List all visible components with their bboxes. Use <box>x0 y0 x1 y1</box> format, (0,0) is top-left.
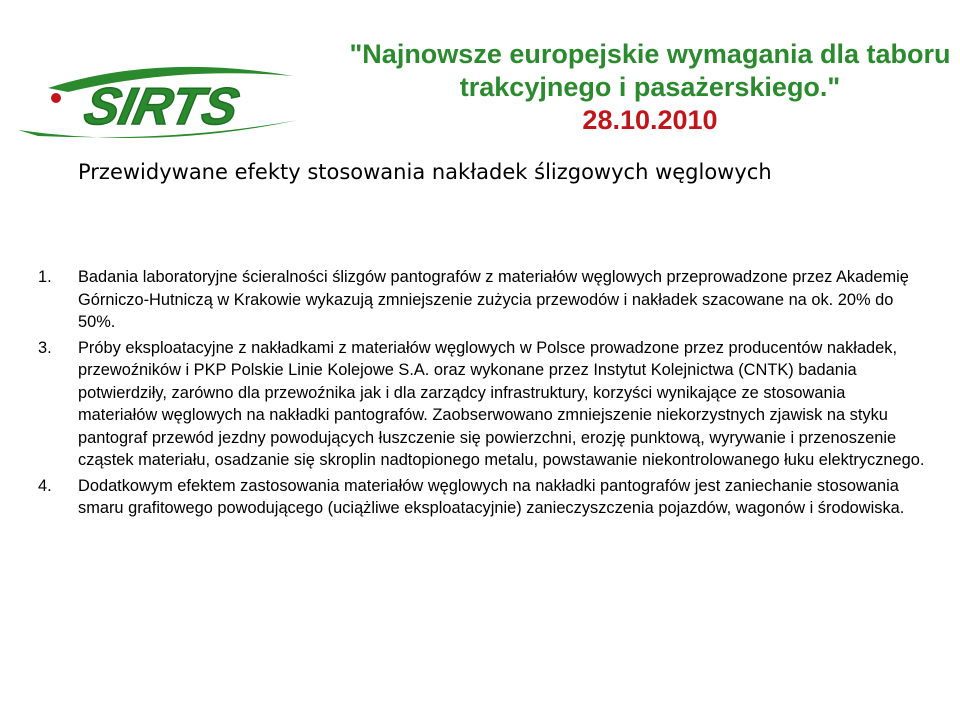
list-item-text: Próby eksploatacyjne z nakładkami z materiałów węglowych w Polsce prowadzone przez producentów nakładek, przewoźników i PKP Polskie Linie Kolejowe S.A. oraz wykonane przez Instytut Kolejnictwa (CNTK) badania potwierdziły, zarówno dla przewoźnika jak i dla zarządcy infrastruktury, korzyści wynikające ze stosowania materiałów węglowych na nakładki pantografów. Zaobserwowano zmniejszenie niekorzystnych zjawisk na styku pantograf przewód jezdny powodujących łuszczenie się powierzchni, erozję punktową, wyrywanie i przenoszenie cząstek materiału, osadzanie się skroplin nadtopionego metalu, powstawanie niekontrolowanego łuku elektrycznego. <box>78 338 925 469</box>
event-header <box>340 38 960 137</box>
content-list <box>38 266 928 523</box>
list-item-number: 4. <box>38 476 52 495</box>
sirts-logo <box>8 58 308 148</box>
sirts-logo-graphic <box>8 58 308 148</box>
list-item-text: Badania laboratoryjne ścieralności ślizgów pantografów z materiałów węglowych przeprowadzone przez Akademię Górniczo-Hutniczą w Krakowie wykazują zmniejszenie zużycia przewodów i nakładek szacowane na ok. 20% do 50%. <box>78 268 909 331</box>
slide-title: Przewidywane efekty stosowania nakładek ślizgowych węglowych <box>78 160 772 184</box>
list-item <box>38 475 928 520</box>
list-item-number: 3. <box>38 338 52 357</box>
event-title-line1: "Najnowsze europejskie wymagania dla taboru <box>349 39 951 69</box>
list-item-text: Dodatkowym efektem zastosowania materiałów węglowych na nakładki pantografów jest zaniechanie stosowania smaru grafitowego powodującego (uciążliwe eksploatacyjnie) zanieczyszczenia pojazdów, wagonów i środowiska. <box>78 476 905 517</box>
list-item <box>38 337 928 472</box>
event-date: 28.10.2010 <box>582 105 718 135</box>
list-item-number: 1. <box>38 268 52 286</box>
list-item <box>38 266 928 334</box>
svg-text:SIRTS: SIRTS <box>79 77 244 136</box>
event-title-line2: trakcyjnego i pasażerskiego." <box>459 72 841 102</box>
